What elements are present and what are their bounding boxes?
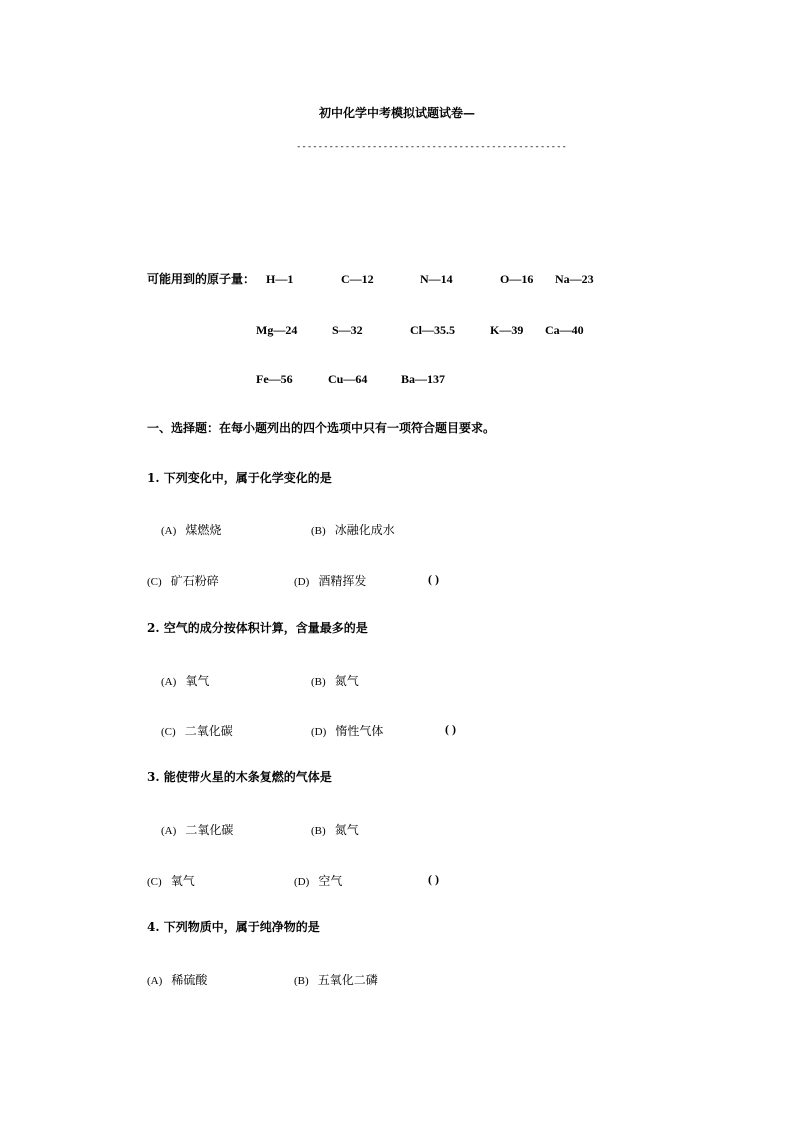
option-text: 五氧化二磷 <box>317 973 378 987</box>
atomic-mass-c: C—12 <box>341 272 374 286</box>
question-3-answer-blank: ( ) <box>428 872 439 886</box>
atomic-mass-na: Na—23 <box>555 272 594 286</box>
option-label: (A) <box>147 975 163 987</box>
option-text: 二氧化碳 <box>185 823 234 837</box>
option-text: 氧气 <box>170 874 195 888</box>
question-1-stem: 1. 下列变化中，属于化学变化的是 <box>147 471 332 485</box>
option-text: 稀硫酸 <box>171 973 208 987</box>
option-label: (D) <box>311 726 327 738</box>
option-text: 酒精挥发 <box>318 574 367 588</box>
option-label: (A) <box>161 825 177 837</box>
atomic-mass-cu: Cu—64 <box>328 372 368 386</box>
atomic-mass-cl: Cl—35.5 <box>410 323 455 337</box>
question-4-stem: 4. 下列物质中，属于纯净物的是 <box>147 920 320 934</box>
page-title: 初中化学中考模拟试题试卷— <box>319 106 476 120</box>
option-label: (C) <box>147 576 162 588</box>
option-text: 空气 <box>318 874 343 888</box>
question-1-option-d <box>294 572 366 588</box>
option-text: 冰融化成水 <box>334 523 395 537</box>
question-2-option-a <box>161 672 209 688</box>
option-label: (A) <box>161 525 177 537</box>
option-label: (D) <box>294 876 310 888</box>
atomic-mass-fe: Fe—56 <box>256 372 293 386</box>
question-4-option-a <box>147 971 207 987</box>
option-text: 氧气 <box>185 674 210 688</box>
option-text: 矿石粉碎 <box>170 574 219 588</box>
atomic-mass-s: S—32 <box>332 323 363 337</box>
atomic-mass-h: H—1 <box>266 272 294 286</box>
atomic-mass-mg: Mg—24 <box>256 323 298 337</box>
option-label: (A) <box>161 676 177 688</box>
question-1-option-a <box>161 521 221 537</box>
option-label: (D) <box>294 576 310 588</box>
option-text: 氮气 <box>334 674 359 688</box>
atomic-mass-label: 可能用到的原子量： <box>147 272 256 286</box>
option-text: 二氧化碳 <box>184 724 233 738</box>
question-3-option-a <box>161 821 233 837</box>
title-rule: -------------------------------------------------- <box>296 142 567 152</box>
option-label: (B) <box>311 525 326 537</box>
question-2-option-b <box>311 672 359 688</box>
option-label: (C) <box>161 726 176 738</box>
atomic-mass-ca: Ca—40 <box>545 323 584 337</box>
question-3-stem: 3. 能使带火星的木条复燃的气体是 <box>147 770 332 784</box>
option-text: 惰性气体 <box>335 724 384 738</box>
option-text: 氮气 <box>334 823 359 837</box>
atomic-mass-n: N—14 <box>420 272 453 286</box>
question-3-option-d <box>294 872 342 888</box>
question-2-option-d <box>311 722 383 738</box>
atomic-mass-k: K—39 <box>490 323 524 337</box>
option-text: 煤燃烧 <box>185 523 222 537</box>
atomic-mass-o: O—16 <box>500 272 534 286</box>
question-3-option-b <box>311 821 359 837</box>
question-2-answer-blank: ( ) <box>445 722 456 736</box>
question-1-option-c <box>147 572 219 588</box>
option-label: (B) <box>311 676 326 688</box>
section-heading: 一、选择题：在每小题列出的四个选项中只有一项符合题目要求。 <box>147 421 496 435</box>
question-4-option-b <box>294 971 378 987</box>
question-2-option-c <box>161 722 233 738</box>
question-1-answer-blank: ( ) <box>428 572 439 586</box>
option-label: (C) <box>147 876 162 888</box>
atomic-mass-ba: Ba—137 <box>401 372 446 386</box>
question-2-stem: 2. 空气的成分按体积计算，含量最多的是 <box>147 621 368 635</box>
question-3-option-c <box>147 872 195 888</box>
option-label: (B) <box>311 825 326 837</box>
option-label: (B) <box>294 975 309 987</box>
question-1-option-b <box>311 521 395 537</box>
